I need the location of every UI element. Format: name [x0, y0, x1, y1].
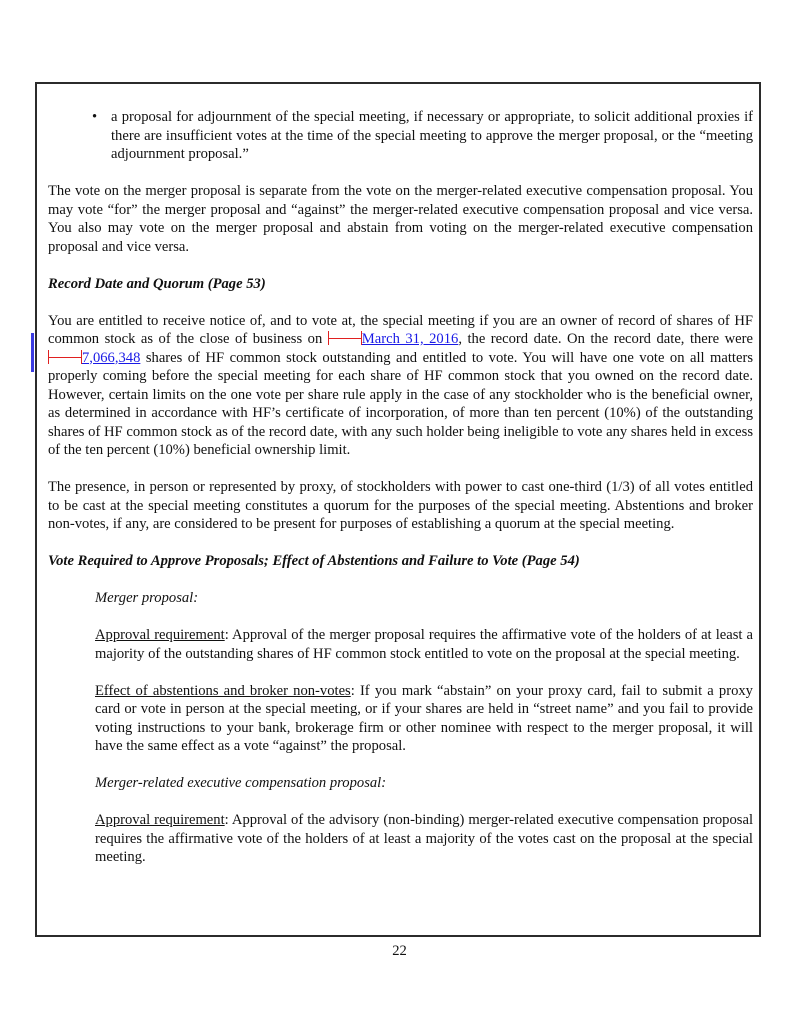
merger-approval-text: : Approval of the merger proposal requires the affirmative vote of the holders of at least a majority of the outstanding shares of HF common stock entitled to vote on the proposal at the special meeting. — [95, 627, 753, 662]
paragraph-quorum: The presence, in person or represented by proxy, of stockholders with power to cast one-third (1/3) of all votes entitled to be cast at the special meeting constitutes a quorum for the purposes of the special meeting. Abstentions and broker non-votes, if any, are considered to be present for purposes of establishing a quorum at the special meeting. — [48, 479, 753, 532]
bullet-text: a proposal for adjournment of the special meeting, if necessary or appropriate, to solicit additional proxies if there are insufficient votes at the time of the special meeting to approve the merger proposal, or the “meeting adjournment proposal.” — [111, 109, 753, 162]
bullet-icon: • — [92, 109, 98, 125]
paragraph-merger-approval — [48, 626, 753, 663]
inserted-share-count: 7,066,348 — [82, 349, 141, 366]
comp-approval-text: : Approval of the advisory (non-binding) merger-related executive compensation proposal requires the affirmative vote of the holders of at least a majority of the votes cast on the proposal at the special meeting. — [95, 812, 753, 865]
subheading-comp-proposal: Merger-related executive compensation proposal: — [95, 775, 387, 791]
bullet-item — [48, 108, 753, 164]
comp-approval-label: Approval requirement — [95, 812, 225, 828]
effect-label: Effect of abstentions and broker non-votes — [95, 682, 351, 699]
document-body — [48, 108, 753, 885]
heading-record-date: Record Date and Quorum (Page 53) — [48, 275, 266, 292]
paragraph-comp-approval — [48, 811, 753, 867]
paragraph-record-date — [48, 312, 753, 460]
merger-approval-label: Approval requirement — [95, 627, 225, 643]
record-date-text-3: shares of HF common stock outstanding and entitled to vote. You will have one vote on all matters properly coming before the special meeting for each share of HF common stock that you owned on the record date. However, certain limits on the one vote per share rule apply in the case of any stockholder who is the beneficial owner, as determined in accordance with HF’s certificate of incorporation, of more than ten percent (10%) of the outstanding shares of HF common stock as of the record date, with any such holder being ineligible to vote any shares held in excess of the ten percent (10%) beneficial ownership limit. — [48, 349, 753, 458]
paragraph-effect-abstentions — [48, 682, 753, 756]
paragraph-vote-separate: The vote on the merger proposal is separate from the vote on the merger-related executive compensation proposal. You may vote “for” the merger proposal and “against” the merger-related executive compensation proposal and vice versa. You also may vote on the merger proposal and abstain from voting on the merger-related executive compensation proposal and vice versa. — [48, 183, 753, 255]
page-number: 22 — [392, 943, 407, 959]
effect-text: : If you mark “abstain” on your proxy card, fail to submit a proxy card or vote in person at the special meeting, or if your shares are held in “street name” and you fail to provide voting instructions to your bank, brokerage firm or other nominee with respect to the merger proposal, it will have the same effect as a vote “against” the proposal. — [95, 682, 753, 754]
subheading-merger-proposal: Merger proposal: — [95, 590, 199, 606]
change-bar — [31, 333, 34, 372]
record-date-text-1: You are entitled to receive notice of, and to vote at, the special meeting if you are an owner of record of shares of HF common stock as of the close of business on — [48, 312, 753, 347]
inserted-record-date: March 31, 2016 — [361, 331, 459, 347]
deleted-placeholder-date — [328, 331, 362, 345]
deleted-placeholder-shares — [48, 350, 82, 364]
heading-vote-required: Vote Required to Approve Proposals; Effect of Abstentions and Failure to Vote (Page 54) — [48, 553, 580, 569]
record-date-text-2: , the record date. On the record date, there were — [458, 331, 753, 347]
